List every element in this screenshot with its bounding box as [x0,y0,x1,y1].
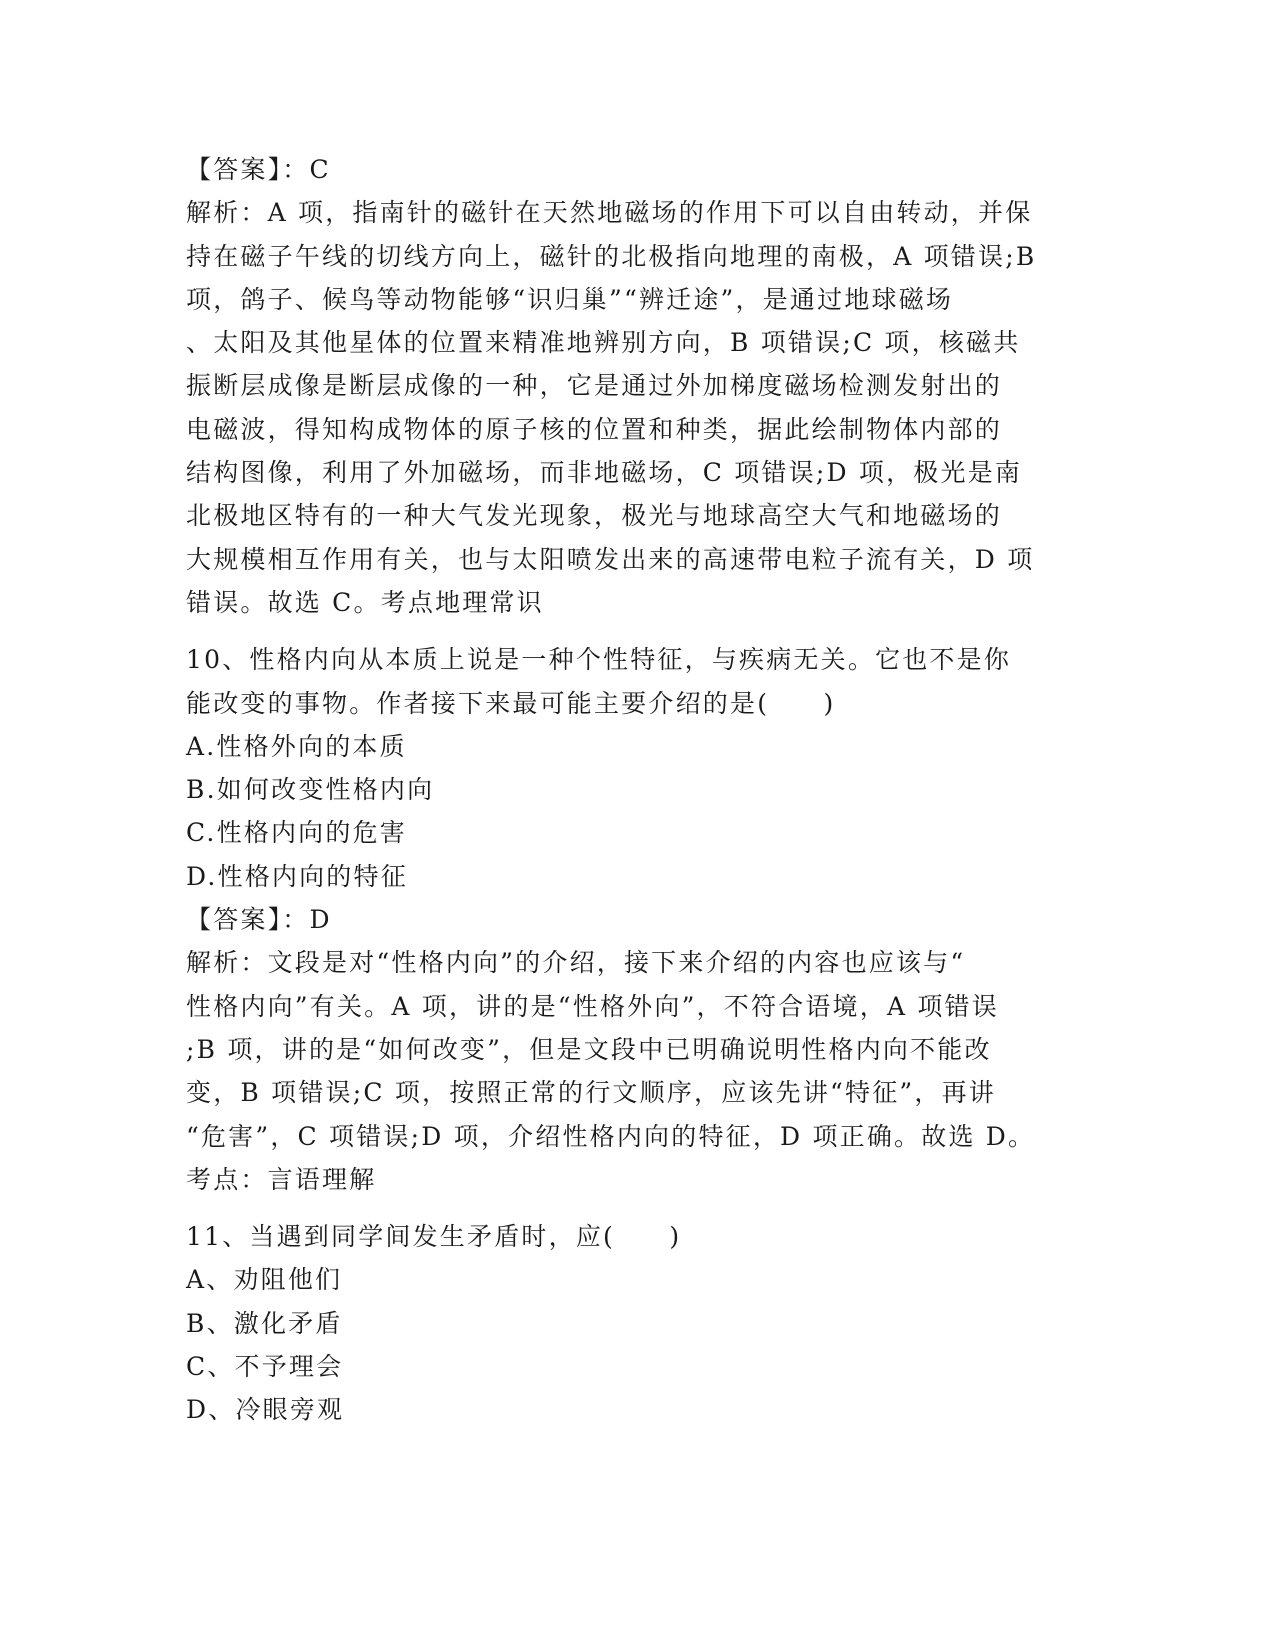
q11-option-d: D、冷眼旁观 [186,1395,345,1425]
q10-block [186,638,1086,1201]
q9-analysis-line: 振断层成像是断层成像的一种，它是通过外加梯度磁场检测发射出的 [186,371,1003,401]
q10-analysis-line: 考点：言语理解 [186,1164,377,1194]
q11-option-a: A、劝阻他们 [186,1265,343,1295]
q11-option-c: C、不予理会 [186,1352,344,1382]
q11-question-line: 11、当遇到同学间发生矛盾时，应( ) [186,1222,682,1252]
q9-answer: 【答案】：C [186,155,331,184]
q9-analysis-line: 持在磁子午线的切线方向上，磁针的北极指向地理的南极，A 项错误;B [186,241,1037,271]
q10-option-b: B.如何改变性格内向 [186,775,435,805]
q10-analysis-line: 性格内向”有关。A 项，讲的是“性格外向”，不符合语境，A 项错误 [186,991,999,1021]
q10-analysis-line: “危害”，C 项错误;D 项，介绍性格内向的特征，D 项正确。故选 D。 [186,1121,1036,1151]
q9-analysis-line: 项，鸽子、候鸟等动物能够“识归巢”“辨迁途”，是通过地球磁场 [186,284,954,314]
q10-question-line: 能改变的事物。作者接下来最可能主要介绍的是( ) [186,688,836,718]
q10-option-c: C.性格内向的危害 [186,818,407,848]
document-page [186,148,1086,1432]
q10-analysis-line: ;B 项，讲的是“如何改变”，但是文段中已明确说明性格内向不能改 [186,1034,992,1064]
q11-option-b: B、激化矛盾 [186,1308,343,1338]
q11-block [186,1215,1086,1431]
q9-analysis-line: 结构图像，利用了外加磁场，而非地磁场，C 项错误;D 项，极光是南 [186,458,1023,488]
q10-answer: 【答案】：D [186,905,332,935]
q9-analysis-line: 大规模相互作用有关，也与太阳喷发出来的高速带电粒子流有关，D 项 [186,544,1035,574]
q9-analysis-line: 电磁波，得知构成物体的原子核的位置和种类，据此绘制物体内部的 [186,414,1003,444]
q10-question-line: 10、性格内向从本质上说是一种个性特征，与疾病无关。它也不是你 [186,645,1012,675]
q9-analysis-line: 错误。故选 C。考点地理常识 [186,587,544,617]
q9-analysis-line: 北极地区特有的一种大气发光现象，极光与地球高空大气和地磁场的 [186,501,1003,531]
q9-analysis-line: 解析：A 项，指南针的磁针在天然地磁场的作用下可以自由转动，并保 [186,198,1033,228]
q9-analysis-line: 、太阳及其他星体的位置来精准地辨别方向，B 项错误;C 项，核磁共 [186,328,1021,358]
q9-block [186,148,1086,624]
q10-analysis-line: 变，B 项错误;C 项，按照正常的行文顺序，应该先讲“特征”，再讲 [186,1078,996,1108]
q10-analysis-line: 解析：文段是对“性格内向”的介绍，接下来介绍的内容也应该与“ [186,948,966,978]
q10-option-a: A.性格外向的本质 [186,731,407,761]
q10-option-d: D.性格内向的特征 [186,861,408,891]
